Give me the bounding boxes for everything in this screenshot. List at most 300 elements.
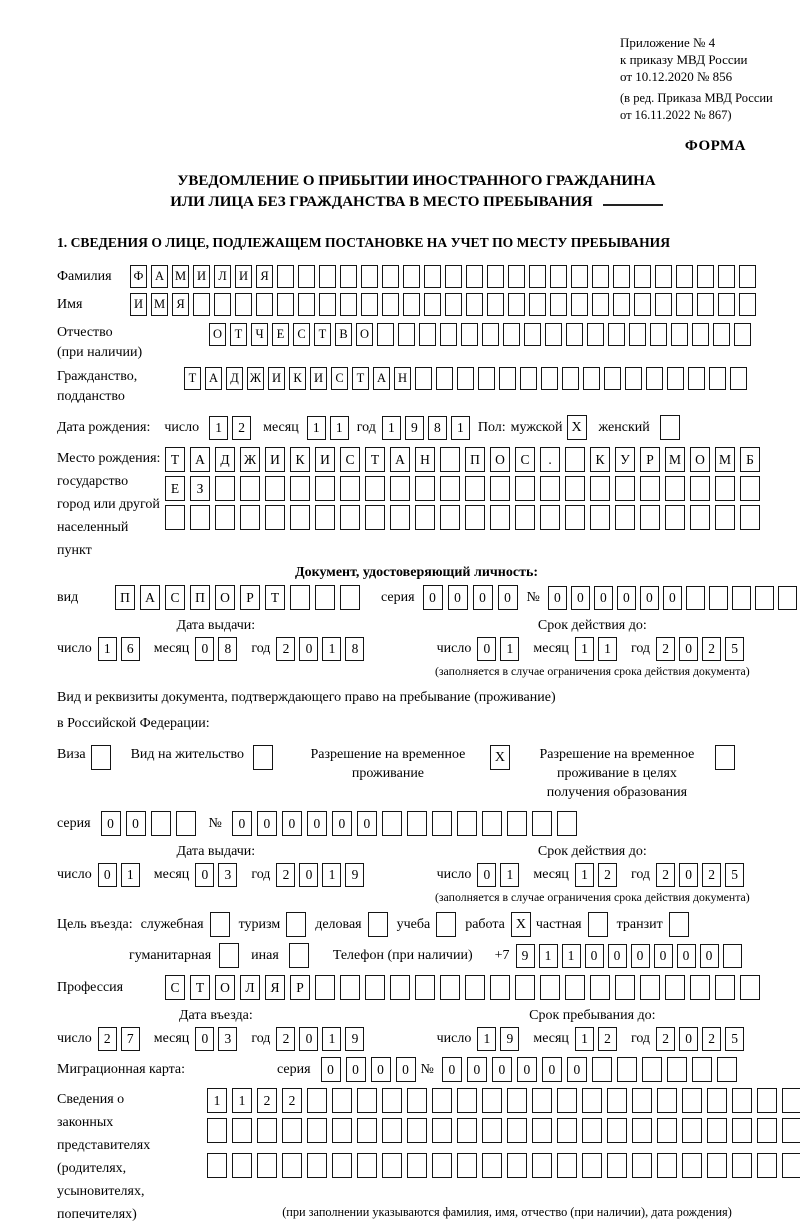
char-box[interactable] <box>515 476 535 501</box>
char-box[interactable]: 8 <box>428 416 447 440</box>
char-box[interactable] <box>629 323 646 346</box>
char-box[interactable] <box>507 1118 527 1143</box>
char-box[interactable] <box>632 1088 652 1113</box>
char-box[interactable]: П <box>190 585 210 610</box>
char-box[interactable] <box>490 476 510 501</box>
char-box[interactable]: Т <box>165 447 185 472</box>
char-box[interactable] <box>732 1118 752 1143</box>
char-box[interactable]: Р <box>290 975 310 1000</box>
char-box[interactable]: 0 <box>677 944 696 968</box>
char-box[interactable]: О <box>215 975 235 1000</box>
char-box[interactable]: 2 <box>702 637 721 661</box>
char-box[interactable]: 2 <box>98 1027 117 1051</box>
char-box[interactable]: 9 <box>345 863 364 887</box>
char-box[interactable]: З <box>190 476 210 501</box>
char-box[interactable] <box>532 1153 552 1178</box>
char-box[interactable]: О <box>690 447 710 472</box>
char-box[interactable] <box>440 476 460 501</box>
char-box[interactable]: 2 <box>702 1027 721 1051</box>
char-box[interactable]: 0 <box>594 586 613 610</box>
char-box[interactable] <box>590 975 610 1000</box>
char-box[interactable]: И <box>193 265 210 288</box>
char-box[interactable]: 0 <box>663 586 682 610</box>
char-box[interactable]: 1 <box>500 637 519 661</box>
char-box[interactable] <box>482 1153 502 1178</box>
char-box[interactable]: 0 <box>307 811 327 836</box>
char-box[interactable] <box>465 476 485 501</box>
char-box[interactable]: 1 <box>232 1088 252 1113</box>
char-box[interactable] <box>365 476 385 501</box>
char-box[interactable]: 0 <box>101 811 121 836</box>
char-box[interactable] <box>587 323 604 346</box>
char-box[interactable] <box>290 476 310 501</box>
char-box[interactable] <box>307 1118 327 1143</box>
char-box[interactable] <box>682 1153 702 1178</box>
char-box[interactable] <box>193 293 210 316</box>
char-box[interactable] <box>529 293 546 316</box>
char-box[interactable] <box>382 811 402 836</box>
char-box[interactable]: 1 <box>330 416 349 440</box>
char-box[interactable] <box>571 293 588 316</box>
char-box[interactable] <box>361 265 378 288</box>
char-box[interactable]: 0 <box>357 811 377 836</box>
char-box[interactable] <box>487 293 504 316</box>
char-box[interactable]: 1 <box>209 416 228 440</box>
char-box[interactable]: 3 <box>218 1027 237 1051</box>
char-box[interactable] <box>357 1118 377 1143</box>
char-box[interactable]: С <box>165 585 185 610</box>
char-box[interactable]: 2 <box>656 1027 675 1051</box>
char-box[interactable] <box>592 265 609 288</box>
char-box[interactable] <box>671 323 688 346</box>
char-box[interactable]: У <box>615 447 635 472</box>
char-box[interactable] <box>503 323 520 346</box>
temp-residence-edu-checkbox[interactable] <box>715 745 735 770</box>
char-box[interactable]: 0 <box>585 944 604 968</box>
char-box[interactable] <box>440 505 460 530</box>
char-box[interactable]: 2 <box>257 1088 277 1113</box>
char-box[interactable]: 0 <box>396 1057 416 1082</box>
char-box[interactable] <box>697 293 714 316</box>
char-box[interactable] <box>582 1118 602 1143</box>
char-box[interactable]: Е <box>165 476 185 501</box>
char-box[interactable] <box>532 1088 552 1113</box>
char-box[interactable]: 0 <box>477 863 496 887</box>
char-box[interactable] <box>499 367 516 390</box>
char-box[interactable] <box>718 293 735 316</box>
char-box[interactable] <box>415 505 435 530</box>
char-box[interactable] <box>550 293 567 316</box>
char-box[interactable] <box>407 1088 427 1113</box>
char-box[interactable] <box>657 1118 677 1143</box>
char-box[interactable] <box>298 293 315 316</box>
char-box[interactable] <box>508 265 525 288</box>
char-box[interactable]: С <box>340 447 360 472</box>
char-box[interactable] <box>632 1153 652 1178</box>
char-box[interactable] <box>432 1153 452 1178</box>
char-box[interactable] <box>541 367 558 390</box>
char-box[interactable] <box>340 975 360 1000</box>
char-box[interactable] <box>382 293 399 316</box>
char-box[interactable] <box>713 323 730 346</box>
char-box[interactable]: 2 <box>232 416 251 440</box>
char-box[interactable] <box>520 367 537 390</box>
char-box[interactable] <box>265 505 285 530</box>
char-box[interactable]: 0 <box>631 944 650 968</box>
char-box[interactable] <box>709 586 728 610</box>
char-box[interactable]: 0 <box>473 585 493 610</box>
char-box[interactable]: А <box>190 447 210 472</box>
char-box[interactable]: 1 <box>307 416 326 440</box>
char-box[interactable]: Т <box>265 585 285 610</box>
char-box[interactable]: 8 <box>218 637 237 661</box>
char-box[interactable] <box>445 265 462 288</box>
char-box[interactable] <box>382 265 399 288</box>
char-box[interactable] <box>482 323 499 346</box>
char-box[interactable]: 1 <box>121 863 140 887</box>
char-box[interactable]: 6 <box>121 637 140 661</box>
char-box[interactable]: Т <box>352 367 369 390</box>
char-box[interactable] <box>557 1088 577 1113</box>
char-box[interactable] <box>667 367 684 390</box>
char-box[interactable]: 0 <box>442 1057 462 1082</box>
char-box[interactable] <box>432 1088 452 1113</box>
char-box[interactable] <box>688 367 705 390</box>
char-box[interactable]: С <box>293 323 310 346</box>
char-box[interactable] <box>532 811 552 836</box>
char-box[interactable]: Л <box>214 265 231 288</box>
char-box[interactable]: Л <box>240 975 260 1000</box>
char-box[interactable] <box>613 265 630 288</box>
char-box[interactable] <box>529 265 546 288</box>
char-box[interactable] <box>640 975 660 1000</box>
char-box[interactable] <box>390 505 410 530</box>
char-box[interactable] <box>340 585 360 610</box>
char-box[interactable] <box>655 293 672 316</box>
char-box[interactable]: С <box>515 447 535 472</box>
char-box[interactable] <box>709 367 726 390</box>
char-box[interactable]: 0 <box>448 585 468 610</box>
char-box[interactable]: К <box>590 447 610 472</box>
char-box[interactable] <box>340 476 360 501</box>
char-box[interactable]: Д <box>215 447 235 472</box>
char-box[interactable]: П <box>465 447 485 472</box>
char-box[interactable]: Д <box>226 367 243 390</box>
char-box[interactable] <box>582 1088 602 1113</box>
char-box[interactable]: А <box>390 447 410 472</box>
char-box[interactable]: Р <box>240 585 260 610</box>
char-box[interactable]: М <box>665 447 685 472</box>
char-box[interactable]: С <box>331 367 348 390</box>
char-box[interactable] <box>176 811 196 836</box>
char-box[interactable] <box>340 265 357 288</box>
char-box[interactable] <box>782 1118 800 1143</box>
char-box[interactable] <box>582 1153 602 1178</box>
char-box[interactable]: Т <box>230 323 247 346</box>
char-box[interactable]: 0 <box>498 585 518 610</box>
char-box[interactable] <box>634 293 651 316</box>
char-box[interactable] <box>613 293 630 316</box>
char-box[interactable] <box>604 367 621 390</box>
char-box[interactable]: Ч <box>251 323 268 346</box>
char-box[interactable] <box>650 323 667 346</box>
char-box[interactable]: 0 <box>640 586 659 610</box>
char-box[interactable] <box>557 811 577 836</box>
char-box[interactable]: И <box>265 447 285 472</box>
char-box[interactable] <box>332 1088 352 1113</box>
char-box[interactable] <box>565 505 585 530</box>
char-box[interactable]: 1 <box>382 416 401 440</box>
char-box[interactable]: 0 <box>195 1027 214 1051</box>
char-box[interactable] <box>717 1057 737 1082</box>
char-box[interactable]: 5 <box>725 1027 744 1051</box>
char-box[interactable] <box>565 975 585 1000</box>
char-box[interactable]: 1 <box>322 1027 341 1051</box>
char-box[interactable]: Т <box>184 367 201 390</box>
char-box[interactable]: 0 <box>517 1057 537 1082</box>
char-box[interactable] <box>207 1153 227 1178</box>
purpose-work-checkbox[interactable]: X <box>511 912 531 937</box>
char-box[interactable] <box>715 476 735 501</box>
char-box[interactable] <box>440 323 457 346</box>
char-box[interactable]: 1 <box>451 416 470 440</box>
char-box[interactable] <box>634 265 651 288</box>
char-box[interactable] <box>466 265 483 288</box>
female-checkbox[interactable] <box>660 415 680 440</box>
char-box[interactable] <box>424 265 441 288</box>
char-box[interactable] <box>723 944 742 968</box>
char-box[interactable]: 0 <box>477 637 496 661</box>
char-box[interactable] <box>487 265 504 288</box>
char-box[interactable] <box>282 1153 302 1178</box>
char-box[interactable]: 2 <box>656 637 675 661</box>
char-box[interactable] <box>365 975 385 1000</box>
char-box[interactable]: С <box>165 975 185 1000</box>
char-box[interactable]: М <box>151 293 168 316</box>
char-box[interactable] <box>540 975 560 1000</box>
char-box[interactable]: 0 <box>492 1057 512 1082</box>
char-box[interactable]: 9 <box>345 1027 364 1051</box>
char-box[interactable] <box>690 975 710 1000</box>
char-box[interactable]: 1 <box>539 944 558 968</box>
char-box[interactable]: А <box>151 265 168 288</box>
char-box[interactable] <box>778 586 797 610</box>
char-box[interactable] <box>490 975 510 1000</box>
char-box[interactable]: 2 <box>702 863 721 887</box>
char-box[interactable]: 0 <box>282 811 302 836</box>
char-box[interactable]: А <box>140 585 160 610</box>
char-box[interactable] <box>655 265 672 288</box>
char-box[interactable] <box>692 323 709 346</box>
char-box[interactable] <box>515 505 535 530</box>
char-box[interactable]: 0 <box>195 863 214 887</box>
char-box[interactable] <box>515 975 535 1000</box>
char-box[interactable] <box>290 585 310 610</box>
char-box[interactable]: И <box>268 367 285 390</box>
char-box[interactable]: Е <box>272 323 289 346</box>
char-box[interactable]: 0 <box>567 1057 587 1082</box>
char-box[interactable] <box>215 505 235 530</box>
char-box[interactable]: 9 <box>516 944 535 968</box>
char-box[interactable] <box>583 367 600 390</box>
char-box[interactable] <box>165 505 185 530</box>
char-box[interactable] <box>319 265 336 288</box>
char-box[interactable]: 1 <box>477 1027 496 1051</box>
char-box[interactable] <box>377 323 394 346</box>
char-box[interactable] <box>432 811 452 836</box>
char-box[interactable]: 5 <box>725 863 744 887</box>
char-box[interactable] <box>457 1153 477 1178</box>
char-box[interactable]: 0 <box>126 811 146 836</box>
char-box[interactable]: 9 <box>500 1027 519 1051</box>
char-box[interactable] <box>782 1153 800 1178</box>
char-box[interactable]: И <box>130 293 147 316</box>
char-box[interactable]: 7 <box>121 1027 140 1051</box>
char-box[interactable] <box>657 1153 677 1178</box>
char-box[interactable] <box>382 1153 402 1178</box>
char-box[interactable] <box>361 293 378 316</box>
char-box[interactable] <box>665 975 685 1000</box>
char-box[interactable]: 0 <box>299 863 318 887</box>
char-box[interactable] <box>617 1057 637 1082</box>
char-box[interactable]: А <box>205 367 222 390</box>
char-box[interactable]: 1 <box>207 1088 227 1113</box>
char-box[interactable] <box>632 1118 652 1143</box>
purpose-private-checkbox[interactable] <box>588 912 608 937</box>
char-box[interactable]: 0 <box>257 811 277 836</box>
char-box[interactable] <box>214 293 231 316</box>
char-box[interactable] <box>540 476 560 501</box>
char-box[interactable] <box>490 505 510 530</box>
char-box[interactable] <box>151 811 171 836</box>
char-box[interactable] <box>590 476 610 501</box>
char-box[interactable] <box>682 1118 702 1143</box>
char-box[interactable]: 2 <box>276 863 295 887</box>
char-box[interactable] <box>697 265 714 288</box>
char-box[interactable] <box>478 367 495 390</box>
char-box[interactable]: Т <box>314 323 331 346</box>
char-box[interactable] <box>232 1118 252 1143</box>
char-box[interactable]: А <box>373 367 390 390</box>
purpose-commercial-checkbox[interactable] <box>368 912 388 937</box>
char-box[interactable] <box>592 293 609 316</box>
char-box[interactable]: 0 <box>467 1057 487 1082</box>
char-box[interactable] <box>690 505 710 530</box>
char-box[interactable] <box>407 811 427 836</box>
char-box[interactable]: 0 <box>232 811 252 836</box>
char-box[interactable] <box>357 1088 377 1113</box>
char-box[interactable] <box>419 323 436 346</box>
char-box[interactable]: И <box>235 265 252 288</box>
purpose-transit-checkbox[interactable] <box>669 912 689 937</box>
char-box[interactable]: 1 <box>575 863 594 887</box>
purpose-humanitarian-checkbox[interactable] <box>219 943 239 968</box>
residence-permit-checkbox[interactable] <box>253 745 273 770</box>
char-box[interactable]: 1 <box>322 637 341 661</box>
char-box[interactable] <box>415 367 432 390</box>
char-box[interactable] <box>740 975 760 1000</box>
char-box[interactable] <box>507 1088 527 1113</box>
char-box[interactable] <box>615 975 635 1000</box>
purpose-other-checkbox[interactable] <box>289 943 309 968</box>
char-box[interactable]: К <box>289 367 306 390</box>
char-box[interactable] <box>277 293 294 316</box>
char-box[interactable]: 0 <box>423 585 443 610</box>
char-box[interactable]: 1 <box>598 637 617 661</box>
char-box[interactable] <box>407 1118 427 1143</box>
char-box[interactable] <box>482 811 502 836</box>
char-box[interactable] <box>557 1118 577 1143</box>
char-box[interactable] <box>307 1088 327 1113</box>
char-box[interactable]: 5 <box>725 637 744 661</box>
char-box[interactable] <box>676 265 693 288</box>
char-box[interactable] <box>718 265 735 288</box>
char-box[interactable] <box>562 367 579 390</box>
char-box[interactable] <box>715 975 735 1000</box>
char-box[interactable] <box>540 505 560 530</box>
char-box[interactable]: Ж <box>240 447 260 472</box>
char-box[interactable] <box>615 476 635 501</box>
char-box[interactable]: И <box>315 447 335 472</box>
char-box[interactable] <box>690 476 710 501</box>
char-box[interactable] <box>465 975 485 1000</box>
char-box[interactable] <box>403 265 420 288</box>
char-box[interactable] <box>332 1153 352 1178</box>
char-box[interactable] <box>732 1153 752 1178</box>
char-box[interactable] <box>646 367 663 390</box>
char-box[interactable] <box>545 323 562 346</box>
char-box[interactable] <box>315 585 335 610</box>
char-box[interactable]: П <box>115 585 135 610</box>
char-box[interactable] <box>566 323 583 346</box>
purpose-study-checkbox[interactable] <box>436 912 456 937</box>
char-box[interactable]: . <box>540 447 560 472</box>
char-box[interactable]: 0 <box>346 1057 366 1082</box>
char-box[interactable]: Я <box>172 293 189 316</box>
char-box[interactable]: Н <box>415 447 435 472</box>
char-box[interactable]: Ф <box>130 265 147 288</box>
char-box[interactable] <box>565 476 585 501</box>
char-box[interactable]: Р <box>640 447 660 472</box>
male-checkbox[interactable]: X <box>567 415 587 440</box>
char-box[interactable]: Т <box>365 447 385 472</box>
char-box[interactable] <box>436 367 453 390</box>
char-box[interactable]: 0 <box>299 1027 318 1051</box>
char-box[interactable] <box>415 476 435 501</box>
char-box[interactable] <box>640 476 660 501</box>
char-box[interactable] <box>340 505 360 530</box>
char-box[interactable] <box>282 1118 302 1143</box>
char-box[interactable]: 2 <box>282 1088 302 1113</box>
char-box[interactable] <box>340 293 357 316</box>
char-box[interactable] <box>440 447 460 472</box>
char-box[interactable]: 0 <box>608 944 627 968</box>
char-box[interactable]: 2 <box>276 1027 295 1051</box>
char-box[interactable] <box>465 505 485 530</box>
char-box[interactable]: 0 <box>654 944 673 968</box>
char-box[interactable] <box>532 1118 552 1143</box>
char-box[interactable] <box>682 1088 702 1113</box>
char-box[interactable] <box>482 1088 502 1113</box>
char-box[interactable] <box>240 476 260 501</box>
char-box[interactable]: 3 <box>218 863 237 887</box>
char-box[interactable] <box>732 586 751 610</box>
char-box[interactable]: 0 <box>542 1057 562 1082</box>
char-box[interactable]: 8 <box>345 637 364 661</box>
char-box[interactable] <box>507 811 527 836</box>
char-box[interactable]: О <box>209 323 226 346</box>
char-box[interactable]: Я <box>256 265 273 288</box>
